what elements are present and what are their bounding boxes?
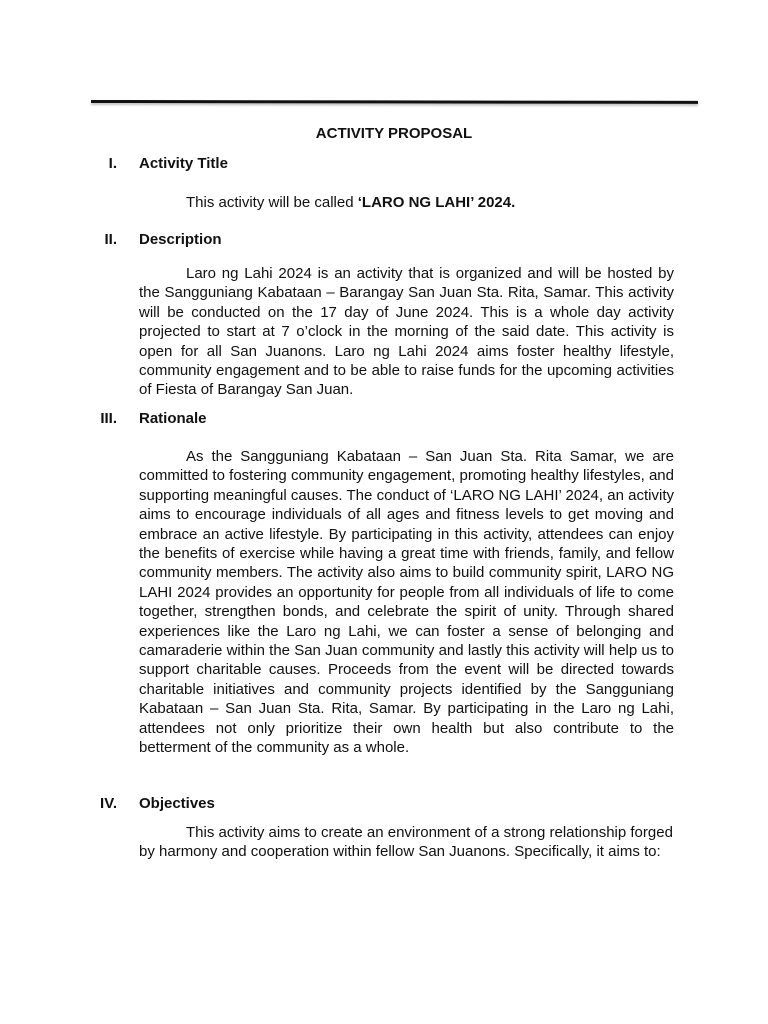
objectives-paragraph: This activity aims to create an environment of a strong relationship forged by harmony and cooperation within fellow San Juanons. Specifically, it aims to: [139, 824, 673, 861]
section-label: Activity Title [139, 155, 228, 172]
section-label: Description [139, 231, 222, 248]
rationale-paragraph: As the Sangguniang Kabataan – San Juan Sta. Rita Samar, we are committed to fostering community engagement, promoting healthy lifestyles, and supporting meaningful causes. The conduct of ‘LARO NG LAHI’ 2024, an activity aims to encourage individuals of all ages and fitness levels to get moving and embrace an active lifestyle. By participating in this activity, attendees can enjoy the benefits of exercise while having a great time with friends, family, and fellow community members. The activity also aims to build community spirit, LARO NG LAHI 2024 provides an opportunity for people from all individuals of life to come together, strengthen bonds, and celebrate the spirit of unity. Through shared experiences like the Laro ng Lahi, we can foster a sense of belonging and camaraderie within the San Juan community and lastly this activity will help us to support charitable causes. Proceeds from the event will be directed towards charitable initiatives and community projects identified by the Sangguniang Kabataan – San Juan Sta. Rita, Samar. By participating in the Laro ng Lahi, attendees not only prioritize their own health but also contribute to the betterment of the community as a whole. [139, 448, 674, 757]
section-heading-rationale [0, 410, 700, 430]
activity-title-paragraph [139, 193, 674, 212]
section-heading-activity-title [0, 155, 700, 175]
section-label: Rationale [139, 410, 207, 427]
section-heading-description [0, 231, 700, 251]
section-label: Objectives [139, 795, 215, 812]
activity-title-prefix: This activity will be called [186, 194, 358, 211]
header-rule [91, 100, 698, 104]
section-number: II. [104, 231, 117, 248]
document-title: ACTIVITY PROPOSAL [315, 125, 473, 142]
section-number: III. [100, 410, 117, 427]
section-number: IV. [100, 795, 117, 812]
description-paragraph: Laro ng Lahi 2024 is an activity that is organized and will be hosted by the Sangguniang Kabataan – Barangay San Juan Sta. Rita, Samar. This activity will be conducted on the 17 day of June 2024. This is a whole day activity projected to start at 7 o’clock in the morning of the said date. This activity is open for all San Juanons. Laro ng Lahi 2024 aims foster healthy lifestyle, community engagement and to be able to raise funds for the upcoming activities of Fiesta of Barangay San Juan. [139, 265, 674, 399]
section-heading-objectives [0, 795, 700, 815]
section-number: I. [108, 155, 117, 172]
activity-title-name: ‘LARO NG LAHI’ 2024. [357, 194, 516, 211]
